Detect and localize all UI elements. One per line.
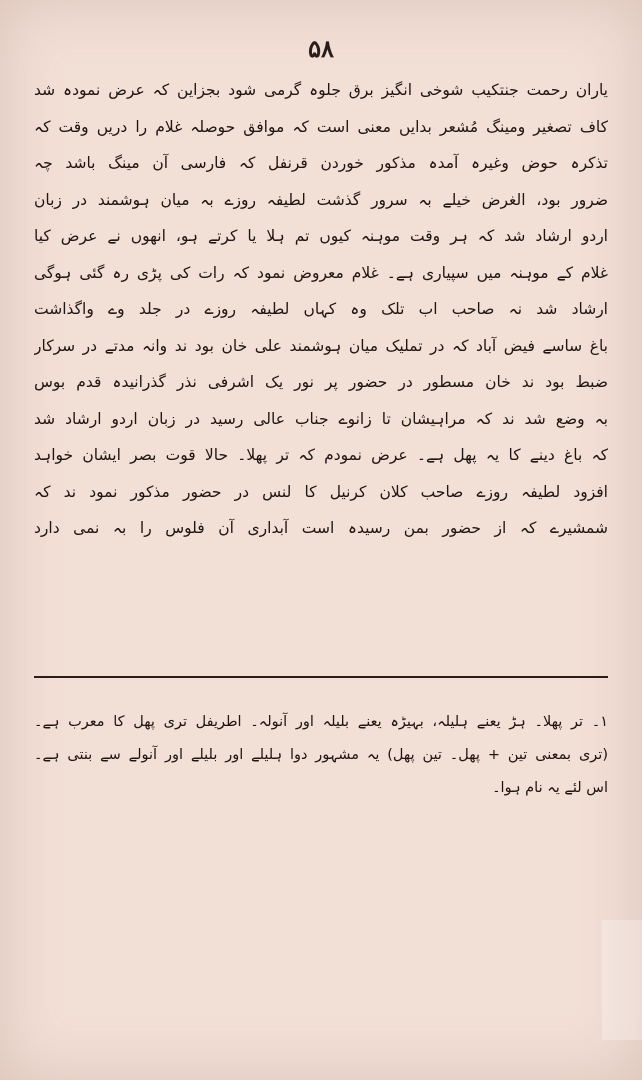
text-line: باغ ساسے فیض آباد کہ در تملیک میان ہوشمند علی خان بود ند وانہ مدتے در سرکار	[34, 336, 608, 355]
footnotes	[34, 706, 608, 805]
text-line: شمشیرے کہ از حضور بمن رسیدہ است آبداری آن فلوس را بہ نمی دارد	[34, 519, 608, 537]
text-line: کہ باغ دینے کا یہ پھل ہے۔ عرض نمودم کہ تر پھلا۔ حالا قوت بصر ایشان خواہد	[34, 446, 608, 464]
text-line: ضرور بود، الغرض خیلے بہ سرور گذشت لطیفہ روزے بہ میان ہوشمند در زبان	[34, 190, 608, 209]
text-line: بہ وضع شد ند کہ مراہیشان تا زانوے جناب عالی رسید در زبان اردو ارشاد شد	[34, 409, 608, 428]
text-line: غلام کے موہنہ میں سپیاری ہے۔ غلام معروض نمود کہ رات کی پڑی رہ گئی ہوگی	[34, 263, 608, 282]
text-line: افزود لطیفہ روزے صاحب کلان کرنیل کا لنس در حضور مذکور نمود ند کہ	[34, 482, 608, 501]
page-number: ۵۸	[308, 34, 334, 63]
paper-stain	[602, 920, 642, 1040]
text-line: اردو ارشاد شد کہ ہر وقت موہنہ کیوں تم ہلا یا کرتے ہو، انھوں نے عرض کیا	[34, 227, 608, 245]
footnote-line: اس لئے یہ نام ہوا۔	[492, 780, 608, 796]
text-line: ارشاد شد نہ صاحب اب تلک وہ کہاں لطیفہ روزے در جلد وے واگذاشت	[34, 300, 608, 318]
text-line: ضبط بود ند خان مسطور در حضور پر نور یک اشرفی نذر گذرانیدہ قدم بوس	[34, 373, 608, 391]
text-line: کاف تصغیر ومینگ مُشعر بدایں معنی است کہ موافق حوصلہ غلام را دریں وقت کہ	[34, 117, 608, 136]
text-line: یاران رحمت جنتکیب شوخی انگیز برق جلوہ گرمی شود بجزاین کہ عرض نمودہ شد	[34, 81, 608, 99]
footnote-divider	[34, 676, 608, 678]
text-line: تذکرہ حوض وغیرہ آمدہ مذکور خوردن قرنفل کہ فارسی آن مینگ باشد چہ	[34, 154, 608, 172]
body-text	[34, 72, 608, 547]
footnote-line: (تری بمعنی تین + پھل۔ تین پھل) یہ مشہور دوا ہلیلے اور بلیلے اور آنولے سے بنتی ہے۔	[34, 747, 608, 763]
footnote-line: ۱۔ تر پھلا۔ ہڑ یعنے ہلیلہ، بہیڑہ یعنے بلیلہ اور آنولہ۔ اطریفل تری پھل کا معرب ہے۔	[34, 714, 608, 730]
